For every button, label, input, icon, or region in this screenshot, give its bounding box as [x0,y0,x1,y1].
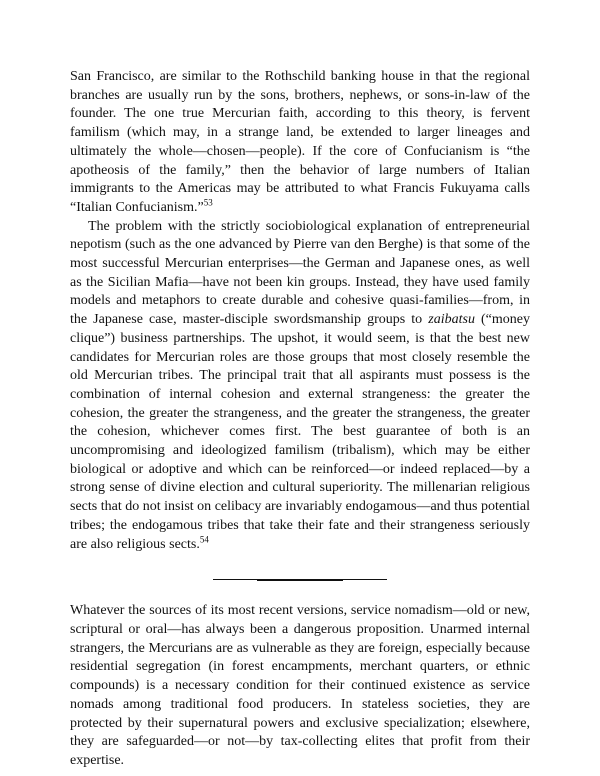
book-page [70,68,530,771]
paragraph-2-text-part-1: The problem with the strictly sociobiological explanation of entrepreneurial nepotism (such as the one advanced by Pierre van den Berghe) is that some of the most successful Mercurian enterprises—the German and Japanese ones, as well as the Sicilian Mafia—have not been kin groups. Instead, they have used family models and metaphors to create durable and cohesive quasi-families—from, in the Japanese case, master-disciple swordsmanship groups to [70,218,530,328]
paragraph-3 [70,602,530,770]
divider-thick-rule [257,579,343,581]
section-divider [213,578,387,582]
paragraph-3-text: Whatever the sources of its most recent versions, service nomadism—old or new, scriptural or oral—has always been a dangerous proposition. Unarmed internal strangers, the Mercurians are as vulnerable as they are foreign, especially because residential segregation (in forest encampments, merchant quarters, or ethnic compounds) is a necessary condition for their continued existence as service nomads among traditional food producers. In stateless societies, they are protected by their supernatural powers and exclusive specialization; elsewhere, they are safeguarded—or not—by tax-collecting elites that profit from their expertise. [70,603,530,768]
paragraph-2 [70,218,530,555]
paragraph-2-text-part-2: (“money clique”) business partnerships. The upshot, it would seem, is that the best new candidates for Mercurian roles are those groups that most closely resemble the old Mercurian tribes. The principal trait that all aspirants must possess is the combination of internal cohesion and external strangeness: the greater the cohesion, the greater the strangeness, and the greater the strangeness, the greater the cohesion, whichever comes first. The best guarantee of both is an uncompromising and ideologized familism (tribalism), which may be either biological or adoptive and which can be reinforced—or indeed replaced—by a strong sense of divine election and cultural superiority. The millenarian religious sects that do not insist on celibacy are invariably endogamous—and thus potential tribes; the endogamous tribes that take their fate and their strangeness seriously are also religious sects. [70,312,530,552]
footnote-marker-54: 54 [199,533,209,544]
paragraph-1-text: San Francisco, are similar to the Rothschild banking house in that the regional branches are usually run by the sons, brothers, nephews, or sons-in-law of the founder. The one true Mercurian faith, according to this theory, is fervent familism (which may, in a strange land, be extended to larger lineages and ultimately the whole—chosen—people). If the core of Confucianism is “the apotheosis of the family,” then the behavior of large numbers of Italian immigrants to the Americas may be attributed to what Francis Fukuyama calls “Italian Confucianism.” [70,69,530,215]
paragraph-2-italic-term: zaibatsu [428,312,475,328]
paragraph-1 [70,68,530,218]
footnote-marker-53: 53 [203,197,213,208]
